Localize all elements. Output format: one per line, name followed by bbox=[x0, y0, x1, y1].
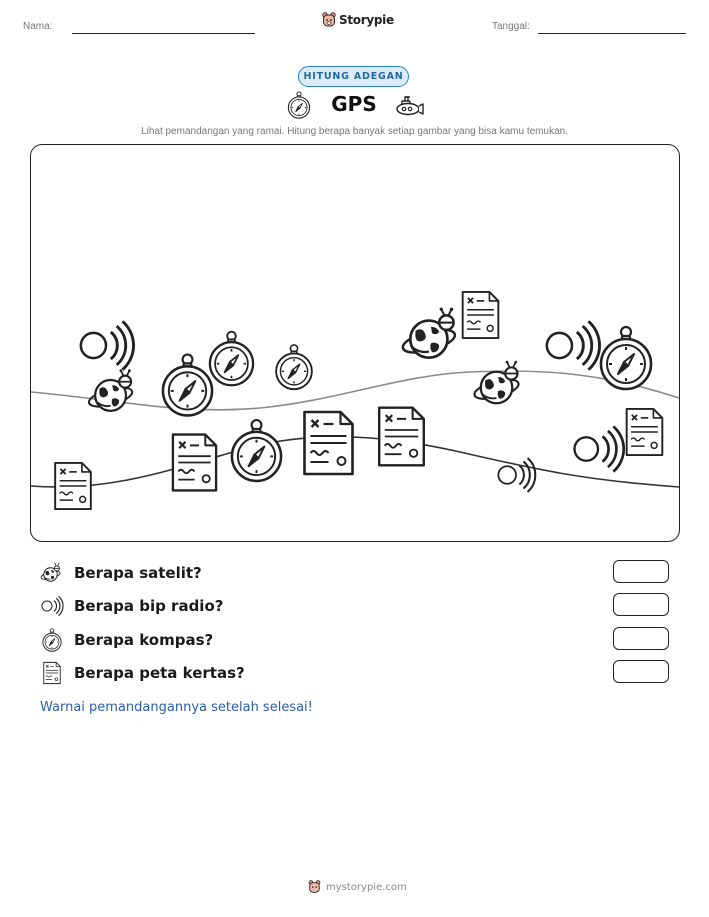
satellite-icon bbox=[472, 361, 520, 404]
question-row bbox=[40, 562, 202, 584]
compass-icon bbox=[232, 420, 281, 481]
question-text: Berapa kompas? bbox=[74, 631, 214, 649]
paper-map-icon bbox=[40, 661, 64, 685]
radio-beep-icon bbox=[547, 321, 600, 369]
scene-drawing bbox=[31, 145, 679, 541]
footer-url[interactable]: mystorypie.com bbox=[326, 881, 407, 893]
brand-name: Storypie bbox=[339, 13, 394, 27]
compass-icon bbox=[163, 355, 212, 416]
question-text: Berapa peta kertas? bbox=[74, 664, 245, 682]
radio-beep-icon bbox=[40, 595, 64, 617]
name-label: Nama: bbox=[23, 21, 53, 32]
compass-icon bbox=[287, 91, 311, 119]
compass-icon bbox=[40, 628, 64, 652]
answer-box-radio-beep[interactable] bbox=[613, 593, 669, 616]
question-row bbox=[40, 628, 213, 652]
paper-map-icon bbox=[173, 435, 216, 491]
paper-map-icon bbox=[463, 292, 499, 338]
compass-icon bbox=[276, 345, 312, 389]
paper-map-icon bbox=[627, 409, 663, 455]
question-row bbox=[40, 595, 223, 617]
compass-icon bbox=[601, 327, 651, 389]
answer-box-paper-map[interactable] bbox=[613, 660, 669, 683]
answer-box-satellite[interactable] bbox=[613, 560, 669, 583]
satellite-icon bbox=[401, 308, 458, 358]
paper-map-icon bbox=[55, 463, 91, 509]
coloring-note: Warnai pemandangannya setelah selesai! bbox=[40, 700, 313, 715]
name-line[interactable] bbox=[72, 33, 255, 34]
instruction-text: Lihat pemandangan yang ramai. Hitung berapa banyak setiap gambar yang bisa kamu temukan. bbox=[141, 126, 568, 137]
question-text: Berapa satelit? bbox=[74, 564, 202, 582]
radio-beep-icon bbox=[575, 426, 624, 471]
radio-beep-icon bbox=[81, 321, 134, 369]
satellite-icon bbox=[40, 562, 64, 584]
storypie-logo bbox=[322, 12, 394, 28]
page-title: GPS bbox=[331, 92, 377, 116]
date-line[interactable] bbox=[538, 33, 686, 34]
submarine-icon bbox=[394, 95, 424, 117]
question-row bbox=[40, 661, 245, 685]
date-label: Tanggal: bbox=[492, 21, 530, 32]
paper-map-icon bbox=[379, 408, 424, 466]
paper-map-icon bbox=[305, 412, 353, 474]
radio-beep-icon bbox=[498, 458, 535, 492]
answer-box-compass[interactable] bbox=[613, 627, 669, 650]
compass-icon bbox=[210, 332, 253, 386]
footer bbox=[308, 880, 407, 894]
activity-badge: HITUNG ADEGAN bbox=[298, 66, 409, 87]
storypie-bear-icon bbox=[322, 12, 336, 28]
question-text: Berapa bip radio? bbox=[74, 597, 224, 615]
satellite-icon bbox=[87, 369, 134, 411]
storypie-bear-icon bbox=[308, 880, 321, 894]
